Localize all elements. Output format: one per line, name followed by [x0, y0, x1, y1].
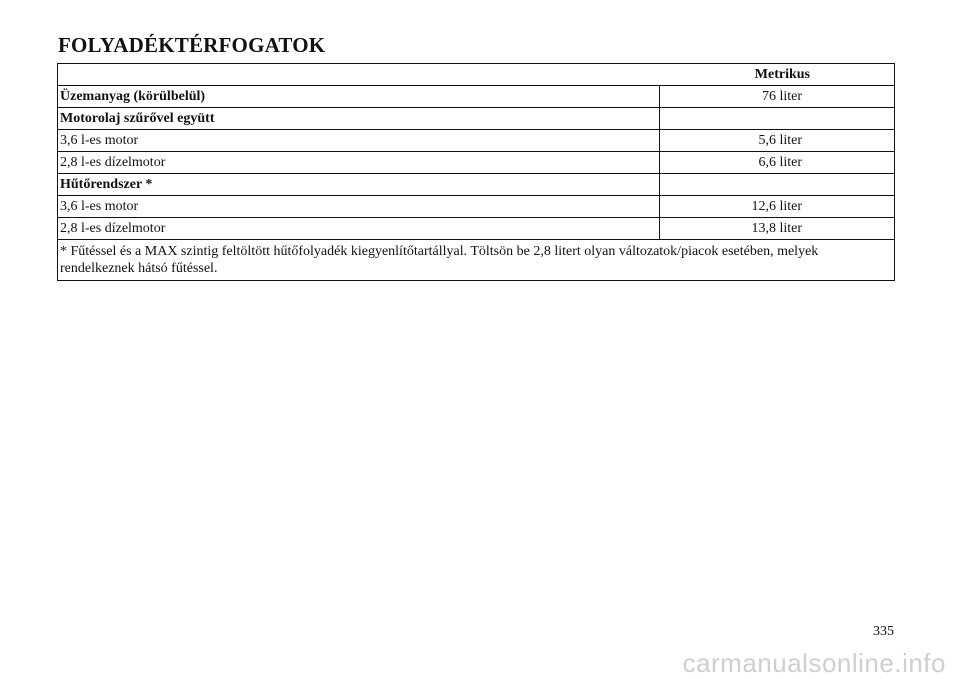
table-footnote-row — [58, 240, 895, 281]
table-header-row — [58, 64, 895, 86]
row-value — [660, 174, 895, 196]
table-footnote: * Fűtéssel és a MAX szintig feltöltött hűtőfolyadék kiegyenlítőtartállyal. Töltsön be 2,8 litert olyan változatok/piacok esetében, melyek rendelkeznek hátsó fűtéssel. — [58, 240, 895, 281]
row-value: 76 liter — [660, 86, 895, 108]
row-value: 13,8 liter — [660, 218, 895, 240]
row-label: Hűtőrendszer * — [58, 174, 660, 196]
table-row-engine-oil-section — [58, 108, 895, 130]
row-value: 5,6 liter — [660, 130, 895, 152]
row-label: Motorolaj szűrővel együtt — [58, 108, 660, 130]
table-row — [58, 196, 895, 218]
watermark: carmanualsonline.info — [682, 648, 946, 678]
table-row-fuel — [58, 86, 895, 108]
table-row — [58, 152, 895, 174]
page-title: FOLYADÉKTÉRFOGATOK — [58, 33, 326, 57]
row-label: 3,6 l-es motor — [58, 130, 660, 152]
table-row — [58, 218, 895, 240]
fluid-capacities-table — [57, 63, 895, 281]
row-value — [660, 108, 895, 130]
row-value: 6,6 liter — [660, 152, 895, 174]
column-header-metric: Metrikus — [58, 64, 895, 86]
table-row — [58, 130, 895, 152]
row-label: 2,8 l-es dízelmotor — [58, 152, 660, 174]
row-label: 3,6 l-es motor — [58, 196, 660, 218]
page-number: 335 — [873, 624, 894, 639]
row-label: 2,8 l-es dízelmotor — [58, 218, 660, 240]
table-row-cooling-section — [58, 174, 895, 196]
row-label: Üzemanyag (körülbelül) — [58, 86, 660, 108]
row-value: 12,6 liter — [660, 196, 895, 218]
